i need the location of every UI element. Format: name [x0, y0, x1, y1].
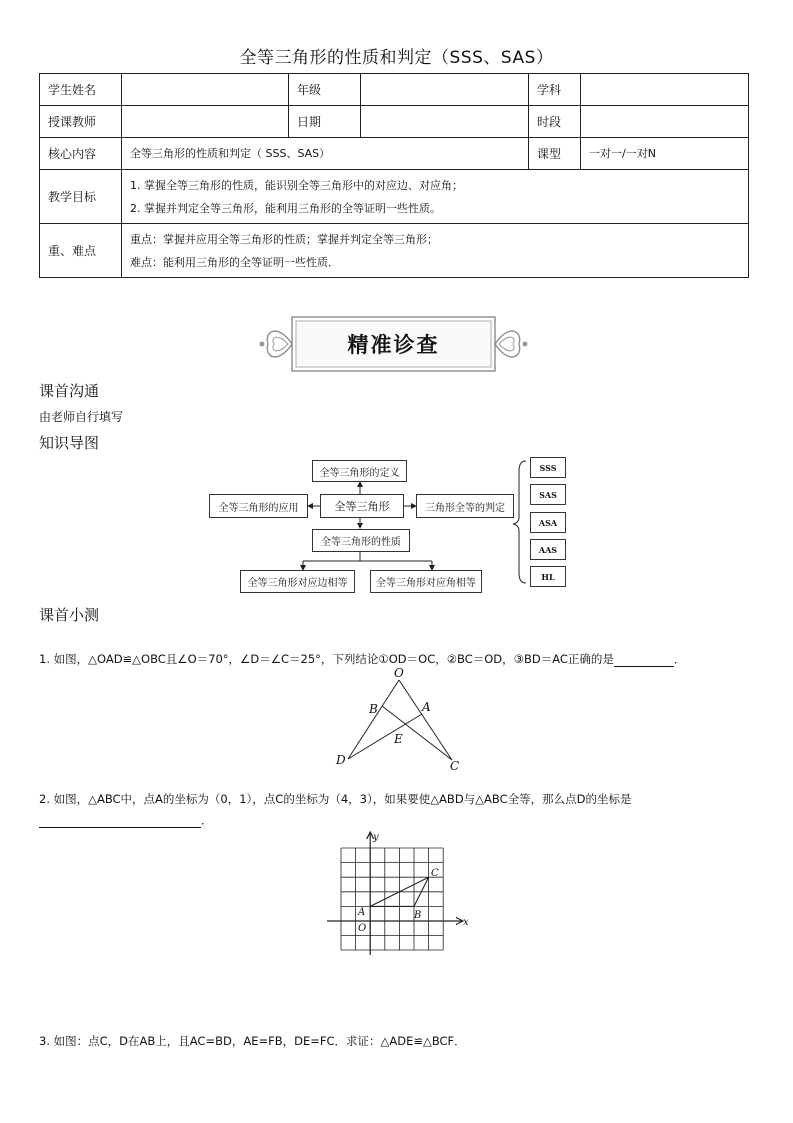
fig1-label-B: B: [369, 702, 378, 716]
key-point: 重点：掌握并应用全等三角形的性质；掌握并判定全等三角形；: [130, 232, 438, 246]
subject-label: 学科: [529, 74, 581, 106]
lesson-type-label: 课型: [529, 138, 581, 170]
fig2-label-y: y: [373, 832, 379, 843]
key-cell: [122, 224, 749, 278]
fig1-label-O: O: [394, 666, 404, 680]
goals-cell: [122, 170, 749, 224]
core-label: 核心内容: [40, 138, 122, 170]
fig1-segment-BC: [382, 706, 452, 760]
period-field[interactable]: [581, 106, 749, 138]
fig1-label-C: C: [450, 759, 460, 773]
goal-1: 1. 掌握全等三角形的性质，能识别全等三角形中的对应边、对应角；: [130, 178, 463, 192]
period-label: 时段: [529, 106, 581, 138]
grade-label: 年级: [289, 74, 361, 106]
goals-label: 教学目标: [40, 170, 122, 224]
core-value: 全等三角形的性质和判定（ SSS、SAS）: [122, 138, 529, 170]
fig1-segment-OC: [399, 680, 452, 760]
method-hl: HL: [530, 566, 566, 587]
subject-field[interactable]: [581, 74, 749, 106]
intro-note: 由老师自行填写: [39, 410, 124, 424]
figure-2-coordinate-grid: [325, 828, 475, 956]
figure-1-triangles: [325, 666, 470, 774]
grade-field[interactable]: [361, 74, 529, 106]
fig1-segment-AD: [348, 714, 422, 759]
method-sss: SSS: [530, 457, 566, 478]
goal-2: 2. 掌握并判定全等三角形，能利用三角形的全等证明一些性质。: [130, 201, 441, 215]
fig1-label-E: E: [394, 732, 403, 746]
fig2-label-x: x: [463, 917, 469, 928]
section-map-heading: 知识导图: [39, 434, 100, 452]
fig1-label-A: A: [422, 700, 431, 714]
student-name-field[interactable]: [122, 74, 289, 106]
page-title: 全等三角形的性质和判定（SSS、SAS）: [239, 48, 554, 68]
date-label: 日期: [289, 106, 361, 138]
teacher-label: 授课教师: [40, 106, 122, 138]
lesson-info-table: [39, 73, 749, 278]
question-1-answer-blank[interactable]: [614, 654, 674, 667]
question-2-answer-blank[interactable]: [39, 813, 201, 828]
map-equal-sides-box: 全等三角形对应边相等: [240, 570, 355, 593]
banner-title: 精准诊查: [347, 333, 440, 357]
section-quiz-heading: 课首小测: [39, 606, 100, 624]
fig2-label-B: B: [414, 910, 422, 921]
method-sas: SAS: [530, 484, 566, 505]
fig1-label-D: D: [336, 753, 346, 767]
map-application-box: 全等三角形的应用: [209, 494, 308, 518]
lesson-type-value: 一对一/一对N: [581, 138, 749, 170]
question-3-text: 3. 如图：点C，D在AB上，且AC=BD，AE=FB，DE=FC．求证：△ADE≌△BCF．: [39, 1034, 466, 1048]
date-field[interactable]: [361, 106, 529, 138]
map-center-box: 全等三角形: [320, 494, 404, 518]
map-equal-angles-box: 全等三角形对应角相等: [370, 570, 482, 593]
fig2-label-O: O: [358, 923, 367, 934]
key-label: 重、难点: [40, 224, 122, 278]
teacher-field[interactable]: [122, 106, 289, 138]
map-definition-box: 全等三角形的定义: [312, 460, 407, 482]
question-1: [39, 651, 749, 667]
section-intro-heading: 课首沟通: [39, 382, 100, 400]
question-2-answer-row: [39, 812, 213, 828]
method-asa: ASA: [530, 512, 566, 533]
fig2-label-C: C: [431, 868, 439, 879]
fig2-label-A: A: [358, 907, 366, 918]
knowledge-map: [200, 455, 580, 600]
question-1-text: 1. 如图，△OAD≌△OBC且∠O＝70°，∠D＝∠C＝25°，下列结论①OD＝OC，②BC＝OD，③BD＝AC正确的是: [39, 652, 614, 666]
section-banner: [258, 313, 529, 375]
method-aas: AAS: [530, 539, 566, 560]
map-criteria-box: 三角形全等的判定: [416, 494, 514, 518]
student-name-label: 学生姓名: [40, 74, 122, 106]
map-properties-box: 全等三角形的性质: [312, 529, 410, 552]
question-2-end: ．: [201, 813, 213, 827]
fig1-segment-OD: [348, 680, 399, 759]
question-2-text: 2. 如图，△ABC中，点A的坐标为（0，1），点C的坐标为（4，3），如果要使△ABD与△ABC全等，那么点D的坐标是: [39, 792, 632, 806]
question-1-end: ．: [673, 652, 686, 666]
difficult-point: 难点：能利用三角形的全等证明一些性质．: [130, 255, 339, 269]
